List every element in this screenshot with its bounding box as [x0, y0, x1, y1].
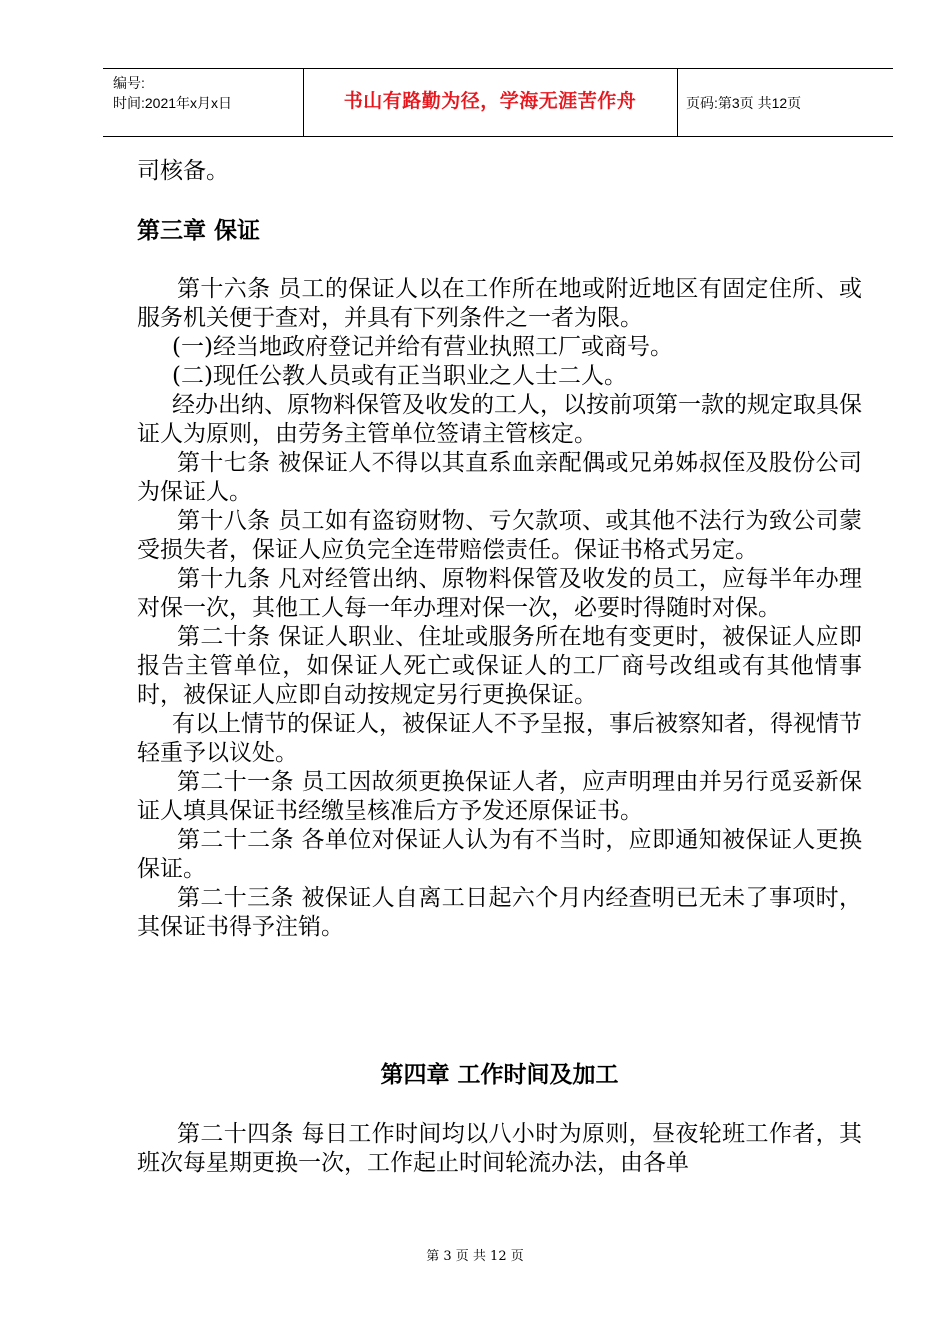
chapter-heading: 第三章 保证: [137, 218, 261, 244]
page-footer: 第 3 页 共 12 页: [426, 1249, 524, 1264]
article-paragraph: 第十八条 员工如有盗窃财物、亏欠款项、或其他不法行为致公司蒙受损失者，保证人应负完全连带赔偿责任。保证书格式另定。: [137, 508, 862, 563]
paragraph: 司核备。: [137, 158, 229, 184]
list-item: (一)经当地政府登记并给有营业执照工厂或商号。: [172, 334, 673, 360]
article-paragraph: 第二十三条 被保证人自离工日起六个月内经查明已无未了事项时，其保证书得予注销。: [137, 885, 862, 940]
article-paragraph: 第十六条 员工的保证人以在工作所在地或附近地区有固定住所、或服务机关便于查对，并具有下列条件之一者为限。: [137, 276, 862, 331]
document-body: [137, 157, 862, 1178]
number-label: 编号:: [113, 75, 145, 91]
article-paragraph: 第二十条 保证人职业、住址或服务所在地有变更时，被保证人应即报告主管单位，如保证人死亡或保证人的工厂商号改组或有其他情事时，被保证人应即自动按规定另行更换保证。: [137, 624, 862, 708]
chapter-heading: 第四章 工作时间及加工: [380, 1062, 619, 1088]
header-motto: 书山有路勤为径，学海无涯苦作舟: [343, 90, 637, 112]
paragraph: 有以上情节的保证人，被保证人不予呈报，事后被察知者，得视情节轻重予以议处。: [137, 711, 862, 766]
paragraph: 经办出纳、原物料保管及收发的工人，以按前项第一款的规定取具保证人为原则，由劳务主管单位签请主管核定。: [137, 392, 862, 447]
header-page-label: 页码:第3页 共12页: [686, 95, 802, 111]
list-item: (二)现任公教人员或有正当职业之人士二人。: [172, 363, 627, 389]
article-paragraph: 第十七条 被保证人不得以其直系血亲配偶或兄弟姊叔侄及股份公司为保证人。: [137, 450, 862, 505]
article-paragraph: 第二十四条 每日工作时间均以八小时为原则，昼夜轮班工作者，其班次每星期更换一次，工作起止时间轮流办法，由各单: [137, 1121, 862, 1176]
header-info: [113, 73, 232, 113]
page-header: [103, 68, 893, 137]
article-paragraph: 第十九条 凡对经管出纳、原物料保管及收发的员工，应每半年办理对保一次，其他工人每一年办理对保一次，必要时得随时对保。: [137, 566, 862, 621]
article-paragraph: 第二十二条 各单位对保证人认为有不当时，应即通知被保证人更换保证。: [137, 827, 862, 882]
article-paragraph: 第二十一条 员工因故须更换保证人者，应声明理由并另行觅妥新保证人填具保证书经缴呈核准后方予发还原保证书。: [137, 769, 862, 824]
header-divider: [677, 69, 678, 136]
time-label: 时间:2021年x月x日: [113, 95, 233, 111]
